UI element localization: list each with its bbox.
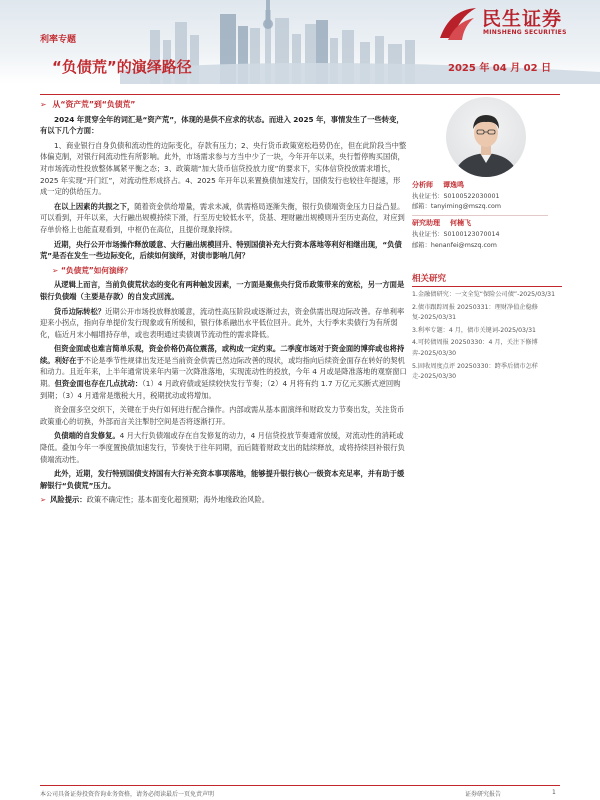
- paragraph-5: 从逻辑上而言，当前负债荒状态的变化有两种触发因素，一方面是聚焦央行货币政策带来的宽松，另一方面是银行负债端（主要是存款）的自发式回流。: [40, 280, 405, 301]
- related-research-list: [412, 290, 562, 385]
- arrow-bullet-icon: ➢: [52, 265, 62, 275]
- report-category: 利率专题: [40, 35, 77, 45]
- related-divider: [412, 286, 562, 287]
- paragraph-2: 1、商业银行自身负债和流动性的边际变化，存款有压力；2、央行货币政策宽松趋势仍在，但在此阶段当中整体偏克制，对银行间流动性有所影响。此外，市场需求参与方当中少了一块，今年开年以来，央行暂停购买国债，对市场流动性投放整体属紧平衡之态；3、政策端“加大货币信贷投放力度”的要求下，实体信贷投放需求增长，2025 年实现“开门红”，对流动性形成挤占。4、2025 年开年以来置换债加速发行，国债发行也较往年提速，形成一定的供给压力。: [40, 140, 407, 197]
- analyst-1-cert: 执业证书：S0100522030001: [412, 192, 500, 200]
- risk-warning: ➢ 风险提示：政策不确定性；基本面变化超预期；海外地缘政治风险。: [40, 495, 270, 505]
- arrow-bullet-icon: ➢: [40, 100, 47, 109]
- paragraph-3: 在以上因素的共振之下，随着资金供给增量，需求未减，供需格局逐渐失衡，银行负债端资金压力日益凸显。可以看到，开年以来，大行融出规模持续下滑，行至历史较低水平，货基、理财融出规模则升至历史高位，对应到存单价格上也能直观看到，中枢仍在高位，且提价现象持续。: [40, 201, 405, 234]
- analyst-2-header: 研究助理 何楠飞: [412, 219, 471, 228]
- arrow-bullet-icon: ➢: [40, 495, 47, 505]
- analyst-divider: [412, 215, 548, 216]
- paragraph-7: 但资金面或也难言简单乐观，资金价格仍高位震荡，或构成一定约束。二季度市场对于资金面的博弈或也将持续。利好在于不论是季节性规律出发还是当前资金供需已然边际改善的现状，或均指向后续资金面存在转好的契机和动力。且近年来，上半年通常说来年内第一次降准落地，实现流动性的投放，今年 4 月或是降准落地的观察窗口期。但资金面也存在几点扰动：（1）4 月政府债或延续较快发行节奏；（2）4 月将有约 1.7 万亿元买断式逆回购到期；（3）4 月通常是缴税大月，税期扰动或将增加。: [40, 344, 407, 400]
- analyst-photo: [446, 97, 526, 177]
- paragraph-9: 负债端的自发修复。4 月大行负债端或存在自发修复的动力，4 月信贷投放节奏通常放缓，对流动性的消耗或降低。叠加今年一季度置换债加速发行，节奏快于往年同期，而后随着财政支出的陆续释放，或将持续回补银行负债端流动性。: [40, 431, 405, 464]
- related-item[interactable]: 1.金融债研究：一文全览“保险公司债”-2025/03/31: [412, 291, 556, 298]
- related-item[interactable]: 5.固收周度点评 20250330：跨季后债市怎样走-2025/03/30: [412, 362, 538, 381]
- page-number: 1: [552, 789, 556, 796]
- related-item[interactable]: 3.利率专题：4 月，债市关键词-2025/03/31: [412, 326, 536, 334]
- analyst-1-email: 邮箱：tanyiming@mszq.com: [412, 203, 502, 211]
- paragraph-1: 2024 年贯穿全年的词汇是“资产荒”，体现的是供不应求的状态。而进入 2025 年，事情发生了一些转变，有以下几个方面：: [40, 114, 404, 136]
- section-heading-2: ➢ “负债荒”如何演绎？: [52, 265, 132, 275]
- report-date: 2025 年 04 月 02 日: [448, 63, 552, 74]
- report-title: “负债荒”的演绎路径: [52, 58, 192, 76]
- analyst-info: [412, 180, 562, 251]
- footer-doc-type: 证券研究报告: [465, 791, 502, 798]
- paragraph-6: 货币边际转松？近期公开市场投放释放暖意，流动性高压阶段或逐渐过去，资金供需出现边际改善。存单利率迎来小拐点，指向存单提价发行现象或有所缓和，银行体系融出水平低位回升。此外，大行季末卖债行为有所弱化，临近月末小幅增持存单，或也表明通过卖债调节流动性的需求降低。: [40, 306, 405, 339]
- paragraph-4: 近期，央行公开市场操作释放暖意、大行融出规模回升、特别国债补充大行资本落地等利好相继出现，“负债荒”是否在发生一些边际变化，后续如何演绎，对债市影响几何？: [40, 239, 402, 261]
- company-logo: [436, 4, 586, 44]
- related-research-title: 相关研究: [412, 274, 447, 284]
- paragraph-10: 此外，近期，发行特别国债支持国有大行补充资本事项落地，能够提升银行核心一级资本充足率，并有助于缓解银行“负债荒”压力。: [40, 469, 405, 490]
- logo-mark-icon: [436, 4, 478, 44]
- logo-chinese-name: 民生证券: [482, 8, 563, 30]
- paragraph-8: 资金面多空交织下，关键在于央行如何进行配合操作。内部或需从基本面演绎和财政发力节奏出发，关注货币政策重心的切换，外部而言关注掣肘空间是否将逐渐打开。: [40, 405, 405, 426]
- section-heading-1: ➢ 从“资产荒”到“负债荒”: [40, 100, 136, 109]
- analyst-portrait-icon: [446, 97, 526, 177]
- logo-english-name: MINSHENG SECURITIES: [483, 29, 567, 36]
- header-banner: [0, 0, 600, 84]
- footer-divider: [40, 785, 560, 786]
- related-item[interactable]: 2.债市跟踪周报 20250331：理财净值企稳修复-2025/03/31: [412, 303, 538, 322]
- analyst-2-cert: 执业证书：S0100123070014: [412, 230, 500, 238]
- footer-disclaimer: 本公司具备证券投资咨询业务资格，请务必阅读最后一页免责声明: [40, 791, 215, 798]
- analyst-1-header: 分析师 谭逸鸣: [412, 181, 464, 189]
- main-content: [40, 97, 407, 509]
- header-divider: [40, 94, 560, 95]
- analyst-2-email: 邮箱：henanfei@mszq.com: [412, 241, 497, 249]
- related-item[interactable]: 4.可转债周报 20250330：4 月，关注下修博弈-2025/03/30: [412, 339, 538, 357]
